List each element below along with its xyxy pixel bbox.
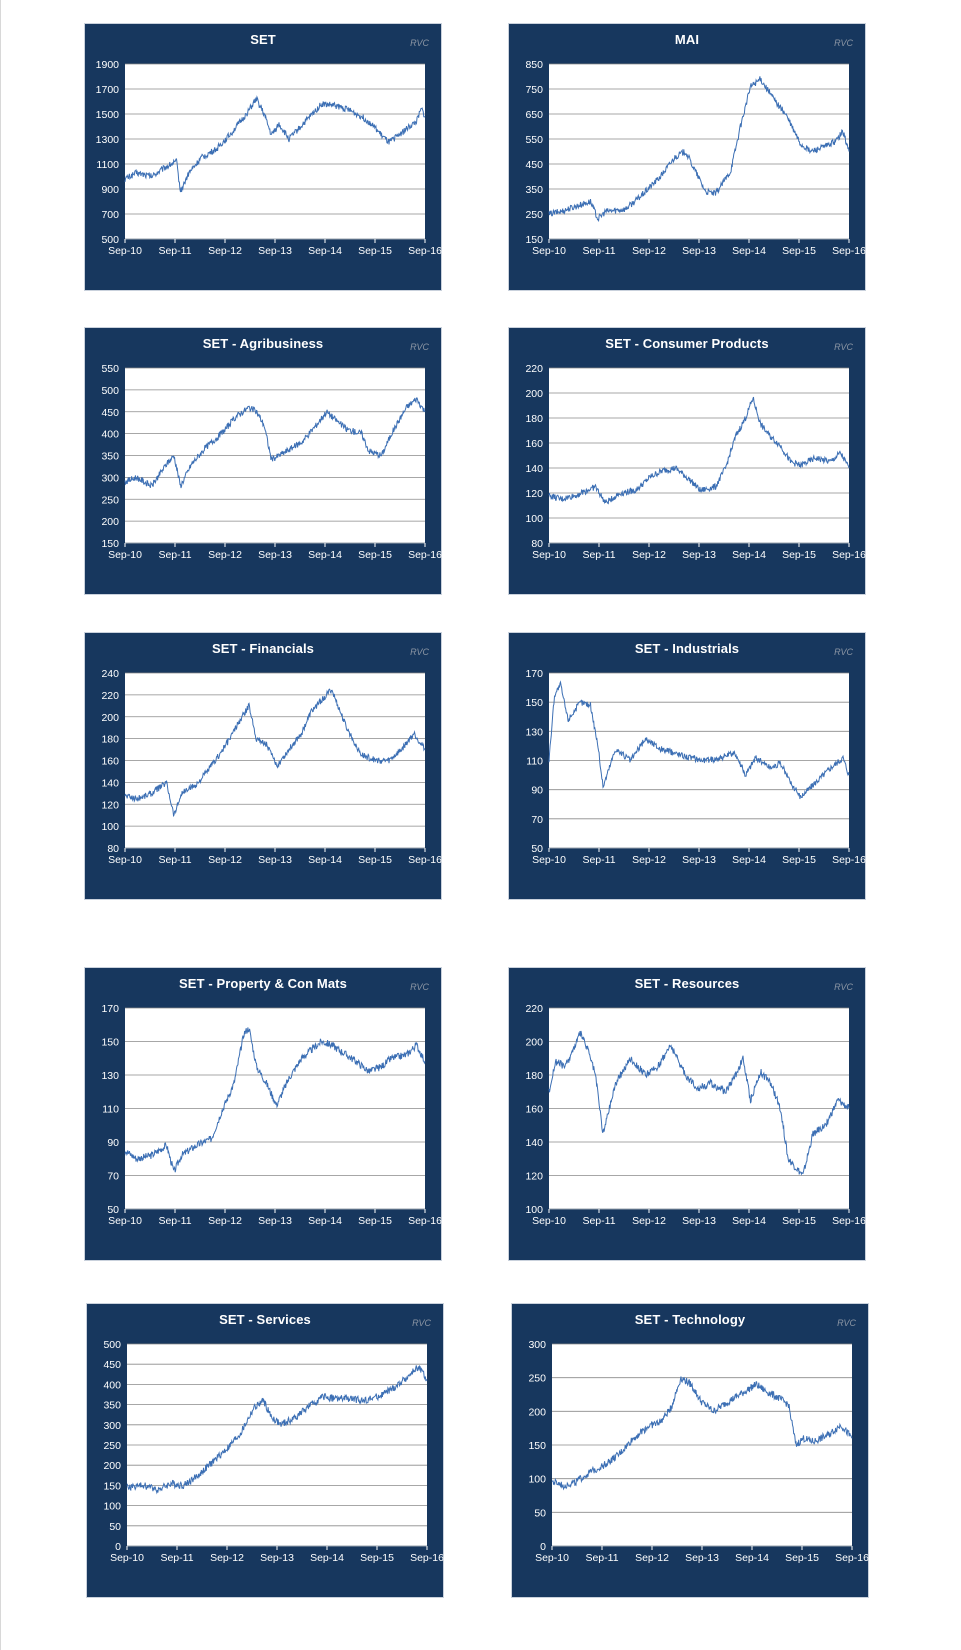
x-tick-label: Sep-15 xyxy=(782,854,816,866)
y-tick-label: 0 xyxy=(115,1541,121,1553)
y-tick-label: 350 xyxy=(101,450,119,463)
chart-panel-set-resources xyxy=(508,967,866,1261)
watermark-label: RVC xyxy=(410,647,429,657)
x-tick-label: Sep-16 xyxy=(832,854,866,866)
y-tick-label: 100 xyxy=(101,821,119,834)
y-tick-label: 90 xyxy=(107,1137,119,1149)
x-tick-label: Sep-10 xyxy=(532,854,566,866)
chart-title: SET - Consumer Products xyxy=(605,336,769,351)
x-tick-label: Sep-14 xyxy=(732,549,766,561)
x-tick-label: Sep-10 xyxy=(532,1215,566,1227)
chart-panel-set-financials xyxy=(84,632,442,900)
y-tick-label: 200 xyxy=(525,1036,543,1049)
x-tick-label: Sep-16 xyxy=(408,245,442,257)
x-tick-label: Sep-12 xyxy=(208,854,242,866)
y-tick-label: 220 xyxy=(525,1003,543,1015)
chart-svg xyxy=(509,968,867,1262)
y-tick-label: 500 xyxy=(101,384,119,397)
x-tick-label: Sep-15 xyxy=(782,245,816,257)
x-tick-label: Sep-13 xyxy=(682,854,716,866)
watermark-label: RVC xyxy=(410,982,429,992)
x-tick-label: Sep-12 xyxy=(632,1215,666,1227)
x-tick-label: Sep-12 xyxy=(632,854,666,866)
y-tick-label: 90 xyxy=(531,784,543,797)
y-tick-label: 250 xyxy=(101,494,119,507)
x-tick-label: Sep-15 xyxy=(782,549,816,561)
y-tick-label: 140 xyxy=(101,777,119,790)
y-tick-label: 300 xyxy=(528,1339,546,1351)
chart-svg xyxy=(85,633,443,901)
y-tick-label: 70 xyxy=(107,1170,119,1183)
x-tick-label: Sep-13 xyxy=(258,549,292,561)
chart-panel-set xyxy=(84,23,442,291)
x-tick-label: Sep-14 xyxy=(308,549,342,561)
y-tick-label: 900 xyxy=(101,184,119,196)
x-tick-label: Sep-14 xyxy=(308,1215,342,1227)
watermark-label: RVC xyxy=(834,38,853,48)
x-tick-label: Sep-14 xyxy=(732,245,766,257)
y-tick-label: 80 xyxy=(107,843,119,855)
page-edge xyxy=(0,0,1,1650)
x-tick-label: Sep-11 xyxy=(158,1215,192,1227)
y-tick-label: 170 xyxy=(101,1003,119,1015)
y-tick-label: 220 xyxy=(101,689,119,702)
chart-title: SET - Industrials xyxy=(634,641,740,656)
x-tick-label: Sep-11 xyxy=(582,854,616,866)
y-tick-label: 100 xyxy=(528,1473,546,1486)
y-tick-label: 110 xyxy=(526,755,543,768)
y-tick-label: 1500 xyxy=(95,109,119,121)
x-tick-label: Sep-11 xyxy=(582,549,616,561)
y-tick-label: 180 xyxy=(525,413,543,425)
y-tick-label: 250 xyxy=(528,1372,546,1385)
y-tick-label: 0 xyxy=(540,1541,546,1553)
y-tick-label: 120 xyxy=(101,799,119,812)
x-tick-label: Sep-16 xyxy=(835,1552,869,1564)
x-tick-label: Sep-13 xyxy=(682,1215,716,1227)
y-tick-label: 150 xyxy=(528,1440,546,1452)
y-tick-label: 650 xyxy=(525,109,543,121)
watermark-label: RVC xyxy=(412,1318,431,1328)
chart-svg xyxy=(85,24,443,292)
y-tick-label: 140 xyxy=(525,1137,543,1149)
watermark-label: RVC xyxy=(410,38,429,48)
chart-svg xyxy=(509,328,867,596)
y-tick-label: 140 xyxy=(525,463,543,475)
x-tick-label: Sep-13 xyxy=(682,549,716,561)
x-tick-label: Sep-15 xyxy=(360,1552,394,1564)
y-tick-label: 250 xyxy=(103,1440,121,1452)
x-tick-label: Sep-14 xyxy=(310,1552,344,1564)
chart-svg xyxy=(85,968,443,1262)
x-tick-label: Sep-11 xyxy=(158,854,192,866)
x-tick-label: Sep-10 xyxy=(532,245,566,257)
chart-title: SET - Services xyxy=(219,1312,311,1327)
y-tick-label: 300 xyxy=(101,472,119,485)
plot-area xyxy=(549,64,849,239)
y-tick-label: 400 xyxy=(103,1379,121,1392)
chart-title: SET - Property & Con Mats xyxy=(179,976,347,991)
y-tick-label: 150 xyxy=(525,234,543,246)
y-tick-label: 50 xyxy=(107,1204,119,1216)
y-tick-label: 1700 xyxy=(95,84,119,96)
y-tick-label: 130 xyxy=(101,1070,119,1082)
x-tick-label: Sep-13 xyxy=(260,1552,294,1564)
x-tick-label: Sep-13 xyxy=(258,1215,292,1227)
x-tick-label: Sep-12 xyxy=(210,1552,244,1564)
y-tick-label: 160 xyxy=(525,1103,543,1116)
y-tick-label: 120 xyxy=(525,488,543,500)
y-tick-label: 100 xyxy=(525,1204,543,1216)
chart-title: MAI xyxy=(674,32,700,47)
y-tick-label: 1300 xyxy=(95,134,119,146)
y-tick-label: 300 xyxy=(103,1419,121,1432)
y-tick-label: 750 xyxy=(525,84,543,96)
chart-svg xyxy=(87,1304,445,1599)
chart-title: SET - Financials xyxy=(211,641,314,656)
x-tick-label: Sep-12 xyxy=(208,1215,242,1227)
x-tick-label: Sep-16 xyxy=(832,1215,866,1227)
plot-area xyxy=(549,368,849,543)
y-tick-label: 130 xyxy=(525,726,543,739)
y-tick-label: 550 xyxy=(525,134,543,146)
y-tick-label: 50 xyxy=(531,843,543,855)
watermark-label: RVC xyxy=(834,647,853,657)
watermark-label: RVC xyxy=(834,342,853,352)
chart-panel-set-agribusiness xyxy=(84,327,442,595)
x-tick-label: Sep-13 xyxy=(682,245,716,257)
y-tick-label: 50 xyxy=(534,1507,546,1520)
chart-svg xyxy=(512,1304,870,1599)
x-tick-label: Sep-14 xyxy=(308,245,342,257)
y-tick-label: 100 xyxy=(103,1500,121,1513)
x-tick-label: Sep-15 xyxy=(358,1215,392,1227)
x-tick-label: Sep-14 xyxy=(732,1215,766,1227)
y-tick-label: 450 xyxy=(103,1359,121,1372)
chart-panel-set-industrials xyxy=(508,632,866,900)
y-tick-label: 400 xyxy=(101,428,119,441)
watermark-label: RVC xyxy=(410,342,429,352)
x-tick-label: Sep-13 xyxy=(685,1552,719,1564)
x-tick-label: Sep-11 xyxy=(585,1552,619,1564)
watermark-label: RVC xyxy=(834,982,853,992)
y-tick-label: 250 xyxy=(525,209,543,221)
x-tick-label: Sep-13 xyxy=(258,245,292,257)
y-tick-label: 850 xyxy=(525,59,543,71)
x-tick-label: Sep-15 xyxy=(785,1552,819,1564)
chart-panel-set-consumer-products xyxy=(508,327,866,595)
x-tick-label: Sep-10 xyxy=(532,549,566,561)
x-tick-label: Sep-13 xyxy=(258,854,292,866)
y-tick-label: 200 xyxy=(525,388,543,400)
x-tick-label: Sep-12 xyxy=(632,549,666,561)
y-tick-label: 200 xyxy=(103,1460,121,1473)
chart-title: SET xyxy=(250,32,276,47)
x-tick-label: Sep-16 xyxy=(832,245,866,257)
watermark-label: RVC xyxy=(837,1318,856,1328)
x-tick-label: Sep-11 xyxy=(582,245,616,257)
x-tick-label: Sep-10 xyxy=(110,1552,144,1564)
x-tick-label: Sep-16 xyxy=(832,549,866,561)
y-tick-label: 80 xyxy=(531,538,543,550)
chart-title: SET - Resources xyxy=(634,976,740,991)
plot-area xyxy=(125,64,425,239)
y-tick-label: 500 xyxy=(101,234,119,246)
chart-title: SET - Agribusiness xyxy=(202,336,324,351)
y-tick-label: 500 xyxy=(103,1339,121,1351)
chart-svg xyxy=(509,633,867,901)
chart-panel-set-property-con-mats xyxy=(84,967,442,1261)
y-tick-label: 120 xyxy=(525,1170,543,1183)
x-tick-label: Sep-12 xyxy=(208,245,242,257)
x-tick-label: Sep-12 xyxy=(208,549,242,561)
y-tick-label: 220 xyxy=(525,363,543,375)
y-tick-label: 100 xyxy=(525,513,543,525)
y-tick-label: 700 xyxy=(101,209,119,221)
x-tick-label: Sep-10 xyxy=(108,245,142,257)
y-tick-label: 200 xyxy=(528,1406,546,1419)
y-tick-label: 1900 xyxy=(95,59,119,71)
y-tick-label: 160 xyxy=(525,438,543,450)
y-tick-label: 150 xyxy=(103,1480,121,1493)
y-tick-label: 70 xyxy=(531,813,543,826)
x-tick-label: Sep-14 xyxy=(732,854,766,866)
x-tick-label: Sep-16 xyxy=(408,549,442,561)
y-tick-label: 350 xyxy=(103,1399,121,1412)
x-tick-label: Sep-10 xyxy=(108,1215,142,1227)
chart-title: SET - Technology xyxy=(634,1312,746,1327)
x-tick-label: Sep-14 xyxy=(735,1552,769,1564)
x-tick-label: Sep-15 xyxy=(358,549,392,561)
chart-panel-set-services xyxy=(86,1303,444,1598)
y-tick-label: 200 xyxy=(101,711,119,724)
x-tick-label: Sep-16 xyxy=(410,1552,444,1564)
y-tick-label: 240 xyxy=(101,668,119,680)
y-tick-label: 450 xyxy=(525,159,543,171)
y-tick-label: 50 xyxy=(109,1520,121,1533)
y-tick-label: 110 xyxy=(102,1103,119,1116)
x-tick-label: Sep-15 xyxy=(358,854,392,866)
y-tick-label: 450 xyxy=(101,406,119,419)
chart-svg xyxy=(85,328,443,596)
chart-panel-mai xyxy=(508,23,866,291)
x-tick-label: Sep-16 xyxy=(408,854,442,866)
y-tick-label: 150 xyxy=(101,1036,119,1049)
x-tick-label: Sep-10 xyxy=(108,549,142,561)
x-tick-label: Sep-11 xyxy=(160,1552,194,1564)
x-tick-label: Sep-15 xyxy=(782,1215,816,1227)
y-tick-label: 180 xyxy=(525,1070,543,1082)
y-tick-label: 200 xyxy=(101,516,119,529)
y-tick-label: 150 xyxy=(525,697,543,710)
x-tick-label: Sep-10 xyxy=(108,854,142,866)
y-tick-label: 180 xyxy=(101,733,119,746)
chart-svg xyxy=(509,24,867,292)
x-tick-label: Sep-12 xyxy=(635,1552,669,1564)
x-tick-label: Sep-15 xyxy=(358,245,392,257)
x-tick-label: Sep-16 xyxy=(408,1215,442,1227)
y-tick-label: 350 xyxy=(525,184,543,196)
y-tick-label: 160 xyxy=(101,755,119,768)
y-tick-label: 550 xyxy=(101,363,119,375)
x-tick-label: Sep-14 xyxy=(308,854,342,866)
x-tick-label: Sep-11 xyxy=(582,1215,616,1227)
x-tick-label: Sep-11 xyxy=(158,549,192,561)
y-tick-label: 150 xyxy=(101,538,119,550)
y-tick-label: 170 xyxy=(525,668,543,680)
x-tick-label: Sep-12 xyxy=(632,245,666,257)
y-tick-label: 1100 xyxy=(96,159,119,171)
chart-panel-set-technology xyxy=(511,1303,869,1598)
x-tick-label: Sep-10 xyxy=(535,1552,569,1564)
x-tick-label: Sep-11 xyxy=(158,245,192,257)
